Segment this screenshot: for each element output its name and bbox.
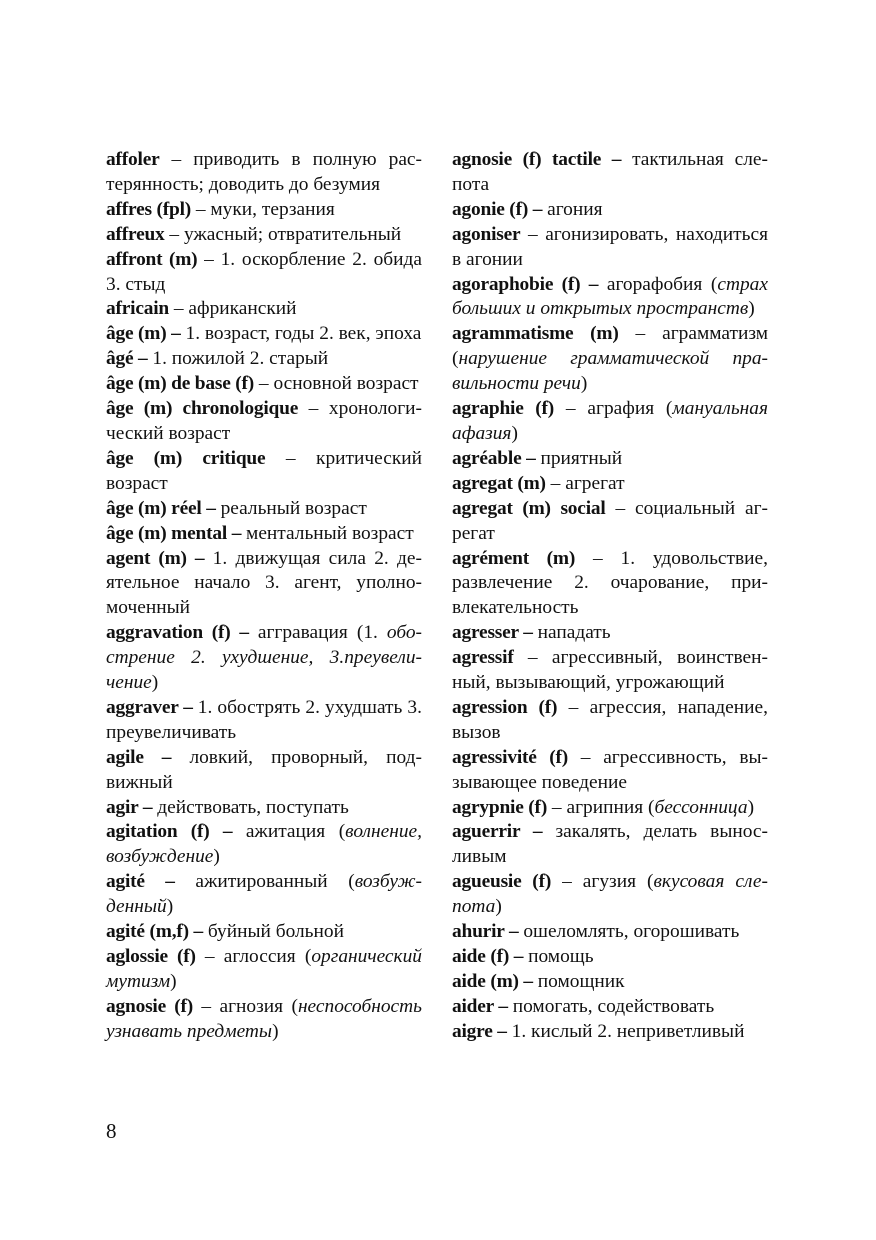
entry-translation: агрессия, нападение, вызов [452,696,768,743]
entry-headword: aigre – [452,1020,507,1042]
entry-translation: помощь [528,946,594,967]
entry-headword: âge (m) réel – [106,497,216,519]
entry-headword: agile – [106,746,172,768]
entry-translation: ) [511,422,518,444]
entry-translation: ) [495,896,502,918]
dictionary-entry [452,148,768,198]
entry-headword: âgé – [106,348,148,370]
entry-translation: ) [213,846,220,868]
dictionary-entry: agressivité (f) – агрессивность, вызывающее поведение [452,746,768,793]
entry-headword: agrammatisme (m) [452,323,619,345]
left-column [106,148,422,1045]
entry-headword: agression (f) [452,696,558,718]
entry-translation: ) [272,1020,279,1042]
entry-headword: agréable – [452,447,536,469]
dictionary-entry: agrypnie (f) – агрипния (бессонница) [452,796,755,818]
entry-headword: agueusie (f) [452,871,552,893]
entry-translation: закалять, делать выносливым [452,821,768,868]
entry-headword: agir – [106,796,153,818]
entry-translation: аграфия ( [587,398,673,420]
entry-headword: agregat (m) [452,472,546,494]
entry-headword: affreux [106,223,165,245]
entry-headword: âge (m) chronologique [106,398,299,420]
dictionary-entry: agnosie (f) – агнозия (неспособность узнавать предметы) [106,995,422,1042]
entry-translation: помощник [537,970,625,992]
dictionary-entry: agregat (m) – агрегат [452,472,625,494]
entry-translation: 1. движущая сила 2. деятельное начало 3. агент, уполномоченный [106,547,422,619]
entry-headword: aglossie (f) [106,946,196,967]
dictionary-entry: agregat (m) social – социальный агрегат [452,497,768,544]
dictionary-entry [106,746,422,796]
entry-headword: agonie (f) – [452,198,543,220]
entry-headword: agrypnie (f) [452,796,548,818]
entry-headword: agitation (f) – [106,821,233,843]
page-number: 8 [106,1119,117,1143]
entry-translation: ловкий, проворный, подвижный [106,746,422,793]
entry-note: страх больших и открытых пространств [452,273,768,320]
entry-translation: агонизировать, находиться в агонии [452,223,769,270]
entry-translation: ментальный возраст [246,522,414,544]
right-column [452,148,768,1045]
entry-headword: agresser – [452,622,533,644]
entry-translation: 1. оскорбление 2. обида 3. стыд [106,248,422,295]
dictionary-entry [452,621,768,646]
entry-translation: агузия ( [582,871,654,893]
entry-note: органический мутизм [106,946,422,992]
entry-translation: ужасный; отвратительный [183,223,402,245]
entry-translation: агнозия ( [219,995,298,1017]
dictionary-entry [452,995,768,1020]
entry-headword: âge (m) – [106,323,181,345]
entry-headword: ahurir – [452,921,519,943]
entry-translation: агорафобия ( [606,273,718,295]
entry-translation: 1. пожилой 2. старый [152,348,329,370]
entry-note: неспособность узнавать предметы [106,995,422,1042]
dictionary-entry [452,945,768,970]
entry-headword: aggraver – [106,696,193,718]
entry-headword: agnosie (f) [106,995,193,1017]
entry-translation: 1. кислый 2. неприветливый [511,1020,745,1042]
entry-translation: тактильная слепота [452,149,769,195]
dictionary-entry [106,621,422,696]
entry-headword: affoler [106,149,160,170]
dictionary-entry: agrammatisme (m) – аграмматизм (нарушение грамматической правильности речи) [452,323,768,395]
entry-translation: аграмматизм ( [452,323,768,370]
entry-translation: приводить в полную растерянность; доводить до безумия [106,149,423,195]
entry-translation: хронологический возраст [106,398,422,444]
dictionary-entry: agressif – агрессивный, воинственный, вызывающий, угрожающий [452,647,769,694]
dictionary-entry [106,347,422,372]
entry-translation: ) [748,298,755,320]
entry-headword: agressif [452,647,514,669]
entry-translation: ) [747,796,755,818]
dictionary-entry [106,796,422,821]
dictionary-entry [106,696,422,746]
dictionary-entry [452,198,768,223]
entry-headword: agregat (m) social [452,497,606,519]
entry-translation: 1. удовольствие, развлечение 2. очарование, привлекательность [452,547,768,619]
entry-headword: agité – [106,871,175,893]
entry-translation: 1. обострять 2. ухудшать 3. преувеличивать [106,696,422,743]
entry-headword: africain [106,298,170,320]
entry-note: обострение 2. ухудшение, 3.преувеличение [106,622,422,694]
entry-headword: aggravation (f) – [106,622,249,644]
entry-note: мануальная афазия [452,398,768,444]
entry-translation: ажитация ( [245,821,346,843]
entry-headword: aguerrir – [452,821,543,843]
dictionary-entry [452,273,768,323]
dictionary-entry: agression (f) – агрессия, нападение, вызов [452,696,768,743]
entry-translation: критический возраст [106,447,422,494]
dictionary-entry [106,322,422,347]
dictionary-entry [106,920,422,945]
entry-translation: 1. возраст, годы 2. век, эпоха [185,323,422,345]
entry-headword: affront (m) [106,248,198,270]
dictionary-entry [452,920,768,945]
entry-headword: agoraphobie (f) – [452,273,599,295]
entry-headword: agent (m) – [106,547,205,569]
entry-note: нарушение грамматической правильности речи [452,348,768,395]
dictionary-entry [106,497,422,522]
dictionary-entry [106,547,422,622]
dictionary-entry: affoler – приводить в полную растерянность; доводить до безумия [106,149,423,195]
entry-headword: agoniser [452,223,521,245]
entry-translation: ажитированный ( [195,871,355,893]
entry-translation: помогать, содействовать [512,995,715,1017]
entry-translation: агрессивность, вызывающее поведение [452,746,768,793]
entry-headword: aider – [452,995,508,1017]
entry-headword: âge (m) critique [106,447,266,469]
entry-headword: agressivité (f) [452,746,568,768]
dictionary-entry [452,970,768,995]
dictionary-entry: affront (m) – 1. оскорбление 2. обида 3. стыд [106,248,422,295]
entry-translation: ) [151,672,159,694]
dictionary-entry: âge (m) critique – критический возраст [106,447,422,494]
entry-translation: агрессивный, воинственный, вызывающий, угрожающий [452,647,769,694]
entry-translation: основной возраст [273,373,419,395]
entry-note: бессонница [654,796,748,818]
entry-headword: agité (m,f) – [106,921,204,943]
dictionary-entry [106,820,422,870]
entry-headword: âge (m) mental – [106,522,242,544]
dictionary-entry: âge (m) de base (f) – основной возраст [106,373,419,395]
entry-translation: агония [547,198,603,220]
dictionary-entry: agoniser – агонизировать, находиться в агонии [452,223,769,270]
entry-note: вкусовая слепота [452,871,768,918]
entry-translation: агрегат [565,472,625,494]
entry-translation: агрипния ( [566,796,655,818]
dictionary-entry: agrément (m) – 1. удовольствие, развлечение 2. очарование, привлекательность [452,547,768,619]
entry-translation: реальный возраст [220,497,367,519]
dictionary-entry: âge (m) chronologique – хронологический возраст [106,398,422,444]
entry-translation: нападать [537,622,611,644]
dictionary-entry: agueusie (f) – агузия (вкусовая слепота) [452,871,768,918]
entry-headword: agrément (m) [452,547,576,569]
dictionary-entry: affres (fpl) – муки, терзания [106,198,335,220]
dictionary-entry [106,522,422,547]
entry-translation: ошеломлять, огорошивать [523,921,740,943]
dictionary-entry: aglossie (f) – аглоссия (органический мутизм) [106,946,422,992]
dictionary-entry: affreux – ужасный; отвратительный [106,223,402,245]
dictionary-entry [452,1020,768,1045]
dictionary-entry: africain – африканский [106,298,297,320]
entry-translation: приятный [540,447,623,469]
entry-headword: aide (f) – [452,946,524,967]
entry-translation: аглоссия ( [223,946,312,967]
entry-translation: африканский [188,298,297,320]
entry-translation: ) [170,970,177,992]
entry-translation: ) [166,896,174,918]
entry-translation: ) [580,373,588,395]
entry-translation: муки, терзания [210,198,335,220]
dictionary-entry [452,447,768,472]
entry-translation: аггравация (1. [257,622,387,644]
dictionary-entry: agraphie (f) – аграфия (мануальная афазия) [452,398,768,444]
entry-note: возбужденный [106,871,422,918]
entry-translation: буйный больной [207,921,344,943]
entry-headword: agnosie (f) tactile – [452,149,622,170]
entry-translation: социальный агрегат [452,497,768,544]
entry-note: волнение, возбуждение [106,821,422,868]
entry-headword: agraphie (f) [452,398,555,420]
entry-translation: действовать, поступать [157,796,349,818]
dictionary-entry [106,870,422,920]
entry-headword: âge (m) de base (f) [106,373,255,395]
dictionary-entry [452,820,768,870]
entry-headword: affres (fpl) [106,198,192,220]
entry-headword: aide (m) – [452,970,533,992]
